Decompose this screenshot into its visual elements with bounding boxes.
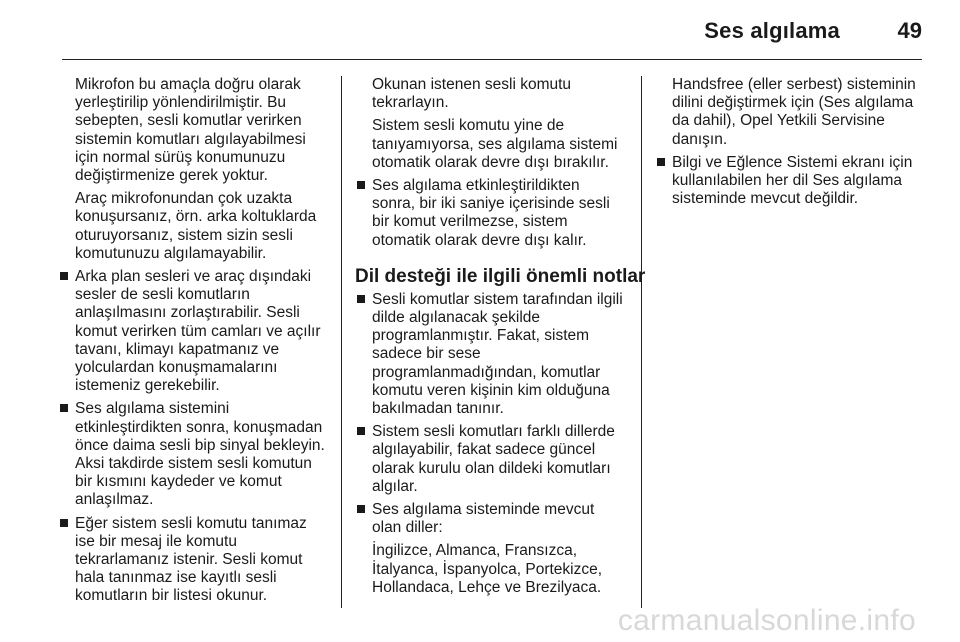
square-bullet-icon bbox=[60, 404, 68, 412]
header-divider bbox=[62, 59, 922, 60]
text-column-3 bbox=[655, 76, 925, 213]
bullet-text: Bilgi ve Eğlence Sistemi ekranı için kullanılabilen her dil Ses algılama sisteminde mevcut değildir. bbox=[672, 153, 913, 208]
square-bullet-icon bbox=[60, 519, 68, 527]
square-bullet-icon bbox=[357, 505, 365, 513]
square-bullet-icon bbox=[357, 295, 365, 303]
square-bullet-icon bbox=[357, 181, 365, 189]
page-header-title: Ses algılama bbox=[704, 18, 840, 43]
paragraph: Handsfree (eller serbest) sisteminin dilini değiştirmek için (Ses algılama da dahil), Opel Yetkili Servisine danışın. bbox=[672, 76, 916, 148]
watermark-text: carmanualsonline.info bbox=[617, 604, 916, 637]
page-number: 49 bbox=[897, 18, 922, 43]
bullet-item bbox=[355, 423, 625, 496]
bullet-text: Arka plan sesleri ve araç dışındaki sesler de sesli komutların anlaşılmasını zorlaştırabilir. Sesli komut verirken tüm camları ve açılır tavanı, klimayı kapatmanız ve yolculardan konuşmamalarını istemeniz gerekebilir. bbox=[75, 268, 321, 395]
bullet-text: Sistem sesli komutları farklı dillerde algılayabilir, fakat sadece güncel olarak kurulu olan dildeki komutları algılar. bbox=[372, 423, 615, 495]
square-bullet-icon bbox=[657, 158, 665, 166]
bullet-text: Ses algılama sisteminde mevcut olan diller: bbox=[372, 501, 595, 537]
bullet-item bbox=[58, 400, 328, 509]
text-column-1 bbox=[58, 76, 328, 611]
bullet-text: Sesli komutlar sistem tarafından ilgili dilde algılanacak şekilde programlanmıştır. Fakat, sistem sadece bir sese programlanmadığından, komutlar komutu veren kişinin kim olduğuna bakılmadan tanınır. bbox=[372, 290, 623, 418]
paragraph: Araç mikrofonundan çok uzakta konuşursanız, örn. arka koltuklarda oturuyorsanız, sistem sizin sesli komutunuzu algılamayabilir. bbox=[75, 190, 317, 262]
paragraph: İngilizce, Almanca, Fransızca, İtalyanca, İspanyolca, Portekizce, Hollandaca, Lehçe ve Brezilyaca. bbox=[372, 542, 603, 596]
bullet-item bbox=[355, 177, 625, 250]
bullet-item bbox=[355, 291, 625, 418]
paragraph: Okunan istenen sesli komutu tekrarlayın. bbox=[372, 76, 572, 112]
column-divider-1 bbox=[341, 76, 342, 608]
bullet-item bbox=[355, 501, 625, 537]
bullet-item bbox=[58, 268, 328, 395]
square-bullet-icon bbox=[357, 427, 365, 435]
bullet-item bbox=[655, 154, 925, 209]
square-bullet-icon bbox=[60, 272, 68, 280]
bullet-text: Ses algılama sistemini etkinleştirdikten sonra, konuşmadan önce daima sesli bip sinyal bekleyin. Aksi takdirde sistem sesli komutun bir kısmını kaydeder ve komut anlaşılmaz. bbox=[75, 400, 325, 509]
paragraph: Mikrofon bu amaçla doğru olarak yerleştirilip yönlendirilmiştir. Bu sebepten, sesli komutlar verirken sistemin komutları algılayabilmesi için normal sürüş konumunuzu değiştirmenize gerek yoktur. bbox=[75, 76, 306, 185]
column-divider-2 bbox=[641, 76, 642, 608]
text-column-2 bbox=[355, 76, 646, 602]
section-heading: Dil desteği ile ilgili önemli notlar bbox=[355, 265, 646, 287]
paragraph: Sistem sesli komutu yine de tanıyamıyorsa, ses algılama sistemi otomatik olarak devre dışı bırakılır. bbox=[372, 117, 618, 171]
bullet-text: Ses algılama etkinleştirildikten sonra, bir iki saniye içerisinde sesli bir komut verilmezse, sistem otomatik olarak devre dışı kalır. bbox=[372, 177, 610, 249]
bullet-item bbox=[58, 515, 328, 606]
bullet-text: Eğer sistem sesli komutu tanımaz ise bir mesaj ile komutu tekrarlamanız istenir. Sesli komut hala tanınmaz ise kayıtlı sesli komutların bir listesi okunur. bbox=[75, 514, 307, 605]
